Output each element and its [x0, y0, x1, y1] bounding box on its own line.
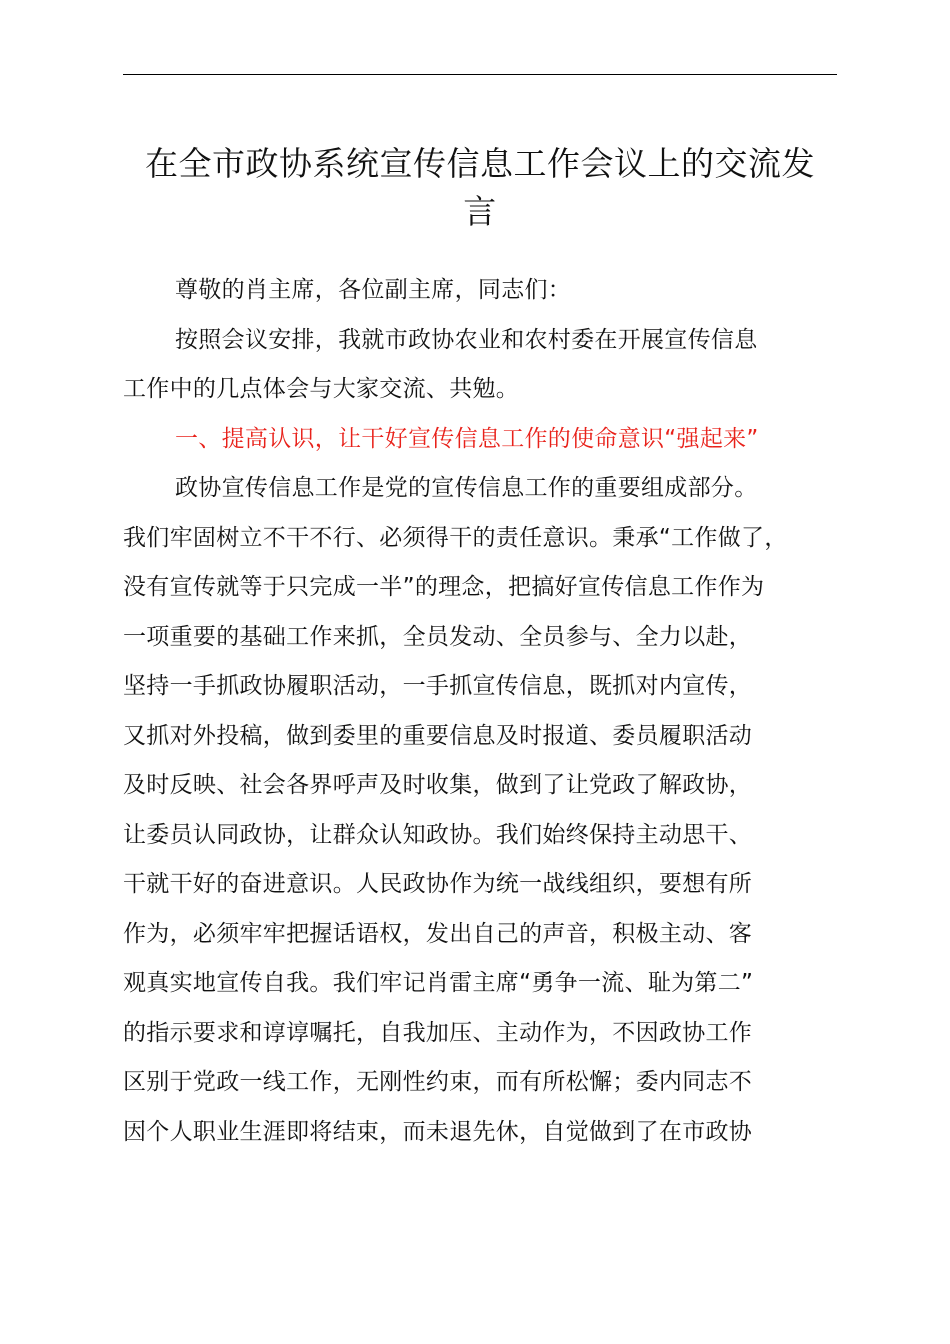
- header-rule: [123, 74, 837, 75]
- paragraph-line: 没有宣传就等于只完成一半”的理念，把搞好宣传信息工作作为: [123, 574, 765, 600]
- section-heading-1: 一、提高认识，让干好宣传信息工作的使命意识“强起来”: [175, 425, 759, 452]
- paragraph-line: 因个人职业生涯即将结束，而未退先休，自觉做到了在市政协: [123, 1118, 753, 1145]
- paragraph-line: 让委员认同政协，让群众认知政协。我们始终保持主动思干、: [123, 821, 753, 848]
- paragraph-line: 的指示要求和谆谆嘱托，自我加压、主动作为，不因政协工作: [123, 1019, 753, 1046]
- paragraph-line: 我们牢固树立不干不行、必须得干的责任意识。秉承“工作做了，: [123, 524, 788, 551]
- paragraph-line: 干就干好的奋进意识。人民政协作为统一战线组织，要想有所: [123, 871, 753, 897]
- title-line-1: 在全市政协系统宣传信息工作会议上的交流发: [145, 144, 815, 183]
- salutation: 尊敬的肖主席，各位副主席，同志们：: [175, 277, 572, 303]
- paragraph-line: 又抓对外投稿，做到委里的重要信息及时报道、委员履职活动: [123, 722, 753, 749]
- paragraph-line: 工作中的几点体会与大家交流、共勉。: [123, 376, 520, 402]
- paragraph-line: 观真实地宣传自我。我们牢记肖雷主席“勇争一流、耻为第二”: [123, 970, 754, 996]
- paragraph-line: 区别于党政一线工作，无刚性约束，而有所松懈；委内同志不: [123, 1069, 753, 1095]
- paragraph-line: 一项重要的基础工作来抓，全员发动、全员参与、全力以赴，: [123, 623, 753, 650]
- paragraph-line: 坚持一手抓政协履职活动，一手抓宣传信息，既抓对内宣传，: [123, 673, 753, 699]
- paragraph-line: 及时反映、社会各界呼声及时收集，做到了让党政了解政协，: [123, 772, 753, 798]
- document-body: [123, 266, 837, 1157]
- paragraph-line: 按照会议安排，我就市政协农业和农村委在开展宣传信息: [175, 326, 758, 353]
- document-title: [110, 140, 850, 236]
- title-line-2: 言: [463, 192, 497, 231]
- paragraph-line: 政协宣传信息工作是党的宣传信息工作的重要组成部分。: [175, 475, 758, 501]
- paragraph-line: 作为，必须牢牢把握话语权，发出自己的声音，积极主动、客: [123, 920, 753, 947]
